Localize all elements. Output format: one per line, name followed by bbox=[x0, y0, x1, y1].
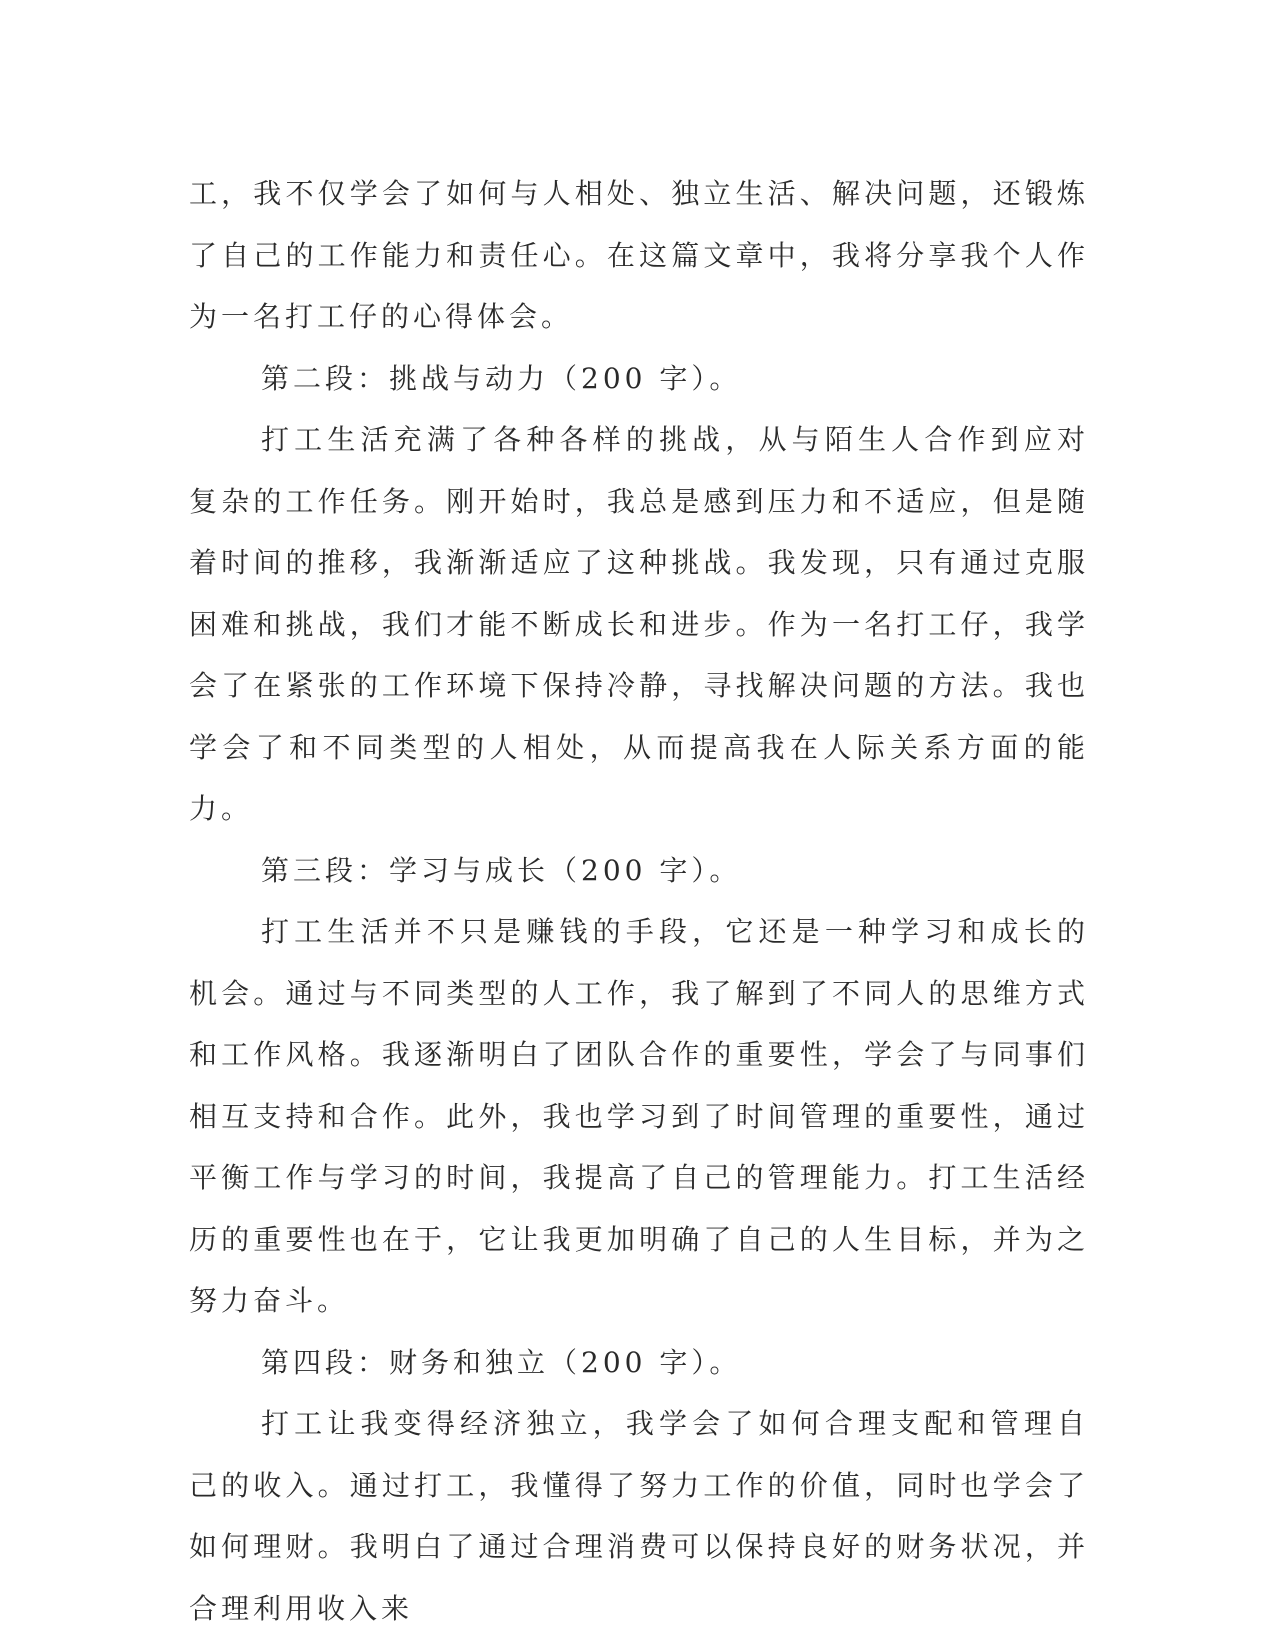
heading-text: 第三段：学习与成长（200 字）。 bbox=[261, 853, 742, 887]
line: 己的工作能力和责任心。在这篇文章中，我将分享我个人作为一名打 bbox=[189, 238, 1089, 333]
paragraph-finance bbox=[189, 1393, 1089, 1639]
line: 工仔的心得体会。 bbox=[317, 300, 574, 333]
document-body bbox=[189, 163, 1089, 1639]
line: 通过与不同类型的人工作，我了解到了不同人的思维方式和工作风格 bbox=[189, 976, 1089, 1071]
line: 打工生活并不只是赚钱的手段，它还是一种学习和成长的机会。 bbox=[189, 915, 1089, 1010]
heading-text: 第四段：财务和独立（200 字）。 bbox=[261, 1345, 742, 1379]
line: 打工生活充满了各种各样的挑战，从与陌生人合作到应对复杂的 bbox=[189, 423, 1089, 518]
line: 处，从而提高我在人际关系方面的能力。 bbox=[189, 730, 1089, 825]
line: 工作任务。刚开始时，我总是感到压力和不适应，但是随着时间的推 bbox=[189, 484, 1089, 579]
paragraph-challenge bbox=[189, 409, 1089, 840]
line: 我明白了通过合理消费可以保持良好的财务状况，并合理利用收入来 bbox=[189, 1530, 1089, 1625]
section-heading-4 bbox=[189, 1332, 1089, 1394]
line: 间，我提高了自己的管理能力。打工生活经历的重要性也在于，它让 bbox=[189, 1161, 1089, 1256]
line: 工，我不仅学会了如何与人相处、独立生活、解决问题，还锻炼了自 bbox=[189, 177, 1089, 272]
section-heading-2 bbox=[189, 348, 1089, 410]
line: 移，我渐渐适应了这种挑战。我发现，只有通过克服困难和挑战，我 bbox=[189, 546, 1089, 641]
line: 境下保持冷静，寻找解决问题的方法。我也学会了和不同类型的人相 bbox=[189, 669, 1089, 764]
line: 们才能不断成长和进步。作为一名打工仔，我学会了在紧张的工作环 bbox=[189, 607, 1089, 702]
line: 。此外，我也学习到了时间管理的重要性，通过平衡工作与学习的时 bbox=[189, 1099, 1089, 1194]
heading-text: 第二段：挑战与动力（200 字）。 bbox=[261, 361, 742, 395]
section-heading-3 bbox=[189, 840, 1089, 902]
line: 打工让我变得经济独立，我学会了如何合理支配和管理自己的收 bbox=[189, 1407, 1089, 1502]
line: 入。通过打工，我懂得了努力工作的价值，同时也学会了如何理财。 bbox=[189, 1468, 1089, 1563]
paragraph-learning bbox=[189, 901, 1089, 1332]
line: 我更加明确了自己的人生目标，并为之努力奋斗。 bbox=[189, 1222, 1089, 1317]
paragraph-intro-continued bbox=[189, 163, 1089, 348]
line: 。我逐渐明白了团队合作的重要性，学会了与同事们相互支持和合作 bbox=[189, 1038, 1089, 1133]
